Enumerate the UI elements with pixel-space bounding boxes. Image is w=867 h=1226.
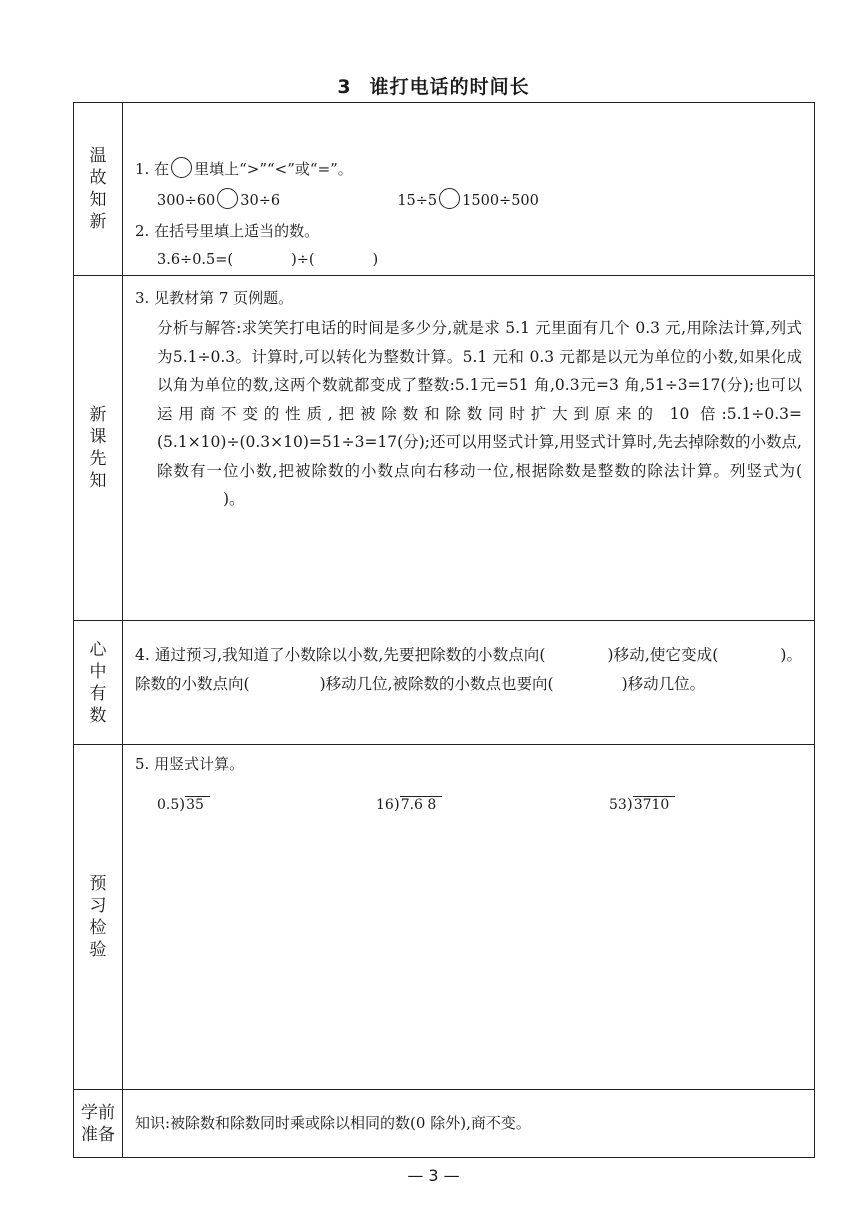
question-2-expression: 3.6÷0.5=( )÷( ) <box>157 252 379 268</box>
section-content-preview <box>123 276 815 621</box>
section-content-check <box>123 745 815 1090</box>
question-2: 2. 在括号里填上适当的数。 <box>135 222 320 240</box>
section-content-prep <box>123 1090 815 1158</box>
lesson-title: 谁打电话的时间长 <box>369 76 530 98</box>
question-4: 4. 通过预习,我知道了小数除以小数,先要把除数的小数点向( )移动,使它变成( )。除数的小数点向( )移动几位,被除数的小数点也要向( )移动几位。 <box>135 646 802 693</box>
section-label-heart: 心 中 有 数 <box>74 621 123 745</box>
division-problems <box>135 795 802 825</box>
section-label-review: 温 故 知 新 <box>74 103 123 276</box>
page-number: — 3 — <box>407 1166 460 1185</box>
section-label-preview: 新 课 先 知 <box>74 276 123 621</box>
long-division-1[interactable]: 0.5)35 <box>157 795 210 813</box>
section-review <box>74 103 815 276</box>
prep-knowledge: 知识:被除数和除数同时乘或除以相同的数(0 除外),商不变。 <box>135 1114 531 1132</box>
compare-circle-a[interactable] <box>217 188 238 209</box>
page-title <box>0 72 867 99</box>
compare-circle-b[interactable] <box>439 188 460 209</box>
section-label-prep: 学前 准备 <box>74 1090 123 1158</box>
section-prep <box>74 1090 815 1158</box>
question-1-items: 300÷60 30÷6 15÷5 1500÷500 <box>157 187 802 216</box>
question-1: 1. 在 里填上“>”“<”或“=”。 <box>135 155 802 184</box>
section-content-review <box>123 103 815 276</box>
long-division-2[interactable]: 16)7.6 8 <box>376 795 442 813</box>
section-content-heart <box>123 621 815 745</box>
question-5-title: 5. 用竖式计算。 <box>135 755 245 773</box>
section-label-check: 预 习 检 验 <box>74 745 123 1090</box>
worksheet-table <box>73 102 815 1158</box>
section-preview <box>74 276 815 621</box>
section-heart <box>74 621 815 745</box>
section-check <box>74 745 815 1090</box>
question-3-title: 3. 见教材第 7 页例题。 <box>135 289 294 307</box>
question-3-body: 分析与解答:求笑笑打电话的时间是多少分,就是求 5.1 元里面有几个 0.3 元,用除法计算,列式为5.1÷0.3。计算时,可以转化为整数计算。5.1 元和 0.3 元都是以元为单位的小数,如果化成以角为单位的数,这两个数就都变成了整数:5.1元=51 角,0.3元=3 角,51÷3=17(分);也可以运用商不变的性质,把被除数和除数同时扩大到原来的 10 倍:5.1÷0.3=(5.1×10)÷(0.3×10)=51÷3=17(分);还可以用竖式计算,用竖式计算时,先去掉除数的小数点,除数有一位小数,把被除数的小数点向右移动一位,根据除数是整数的除法计算。列竖式为()。 <box>157 319 802 508</box>
lesson-number: 3 <box>337 76 352 98</box>
long-division-3[interactable]: 53)3710 <box>609 795 675 813</box>
answer-circle[interactable] <box>171 157 192 178</box>
